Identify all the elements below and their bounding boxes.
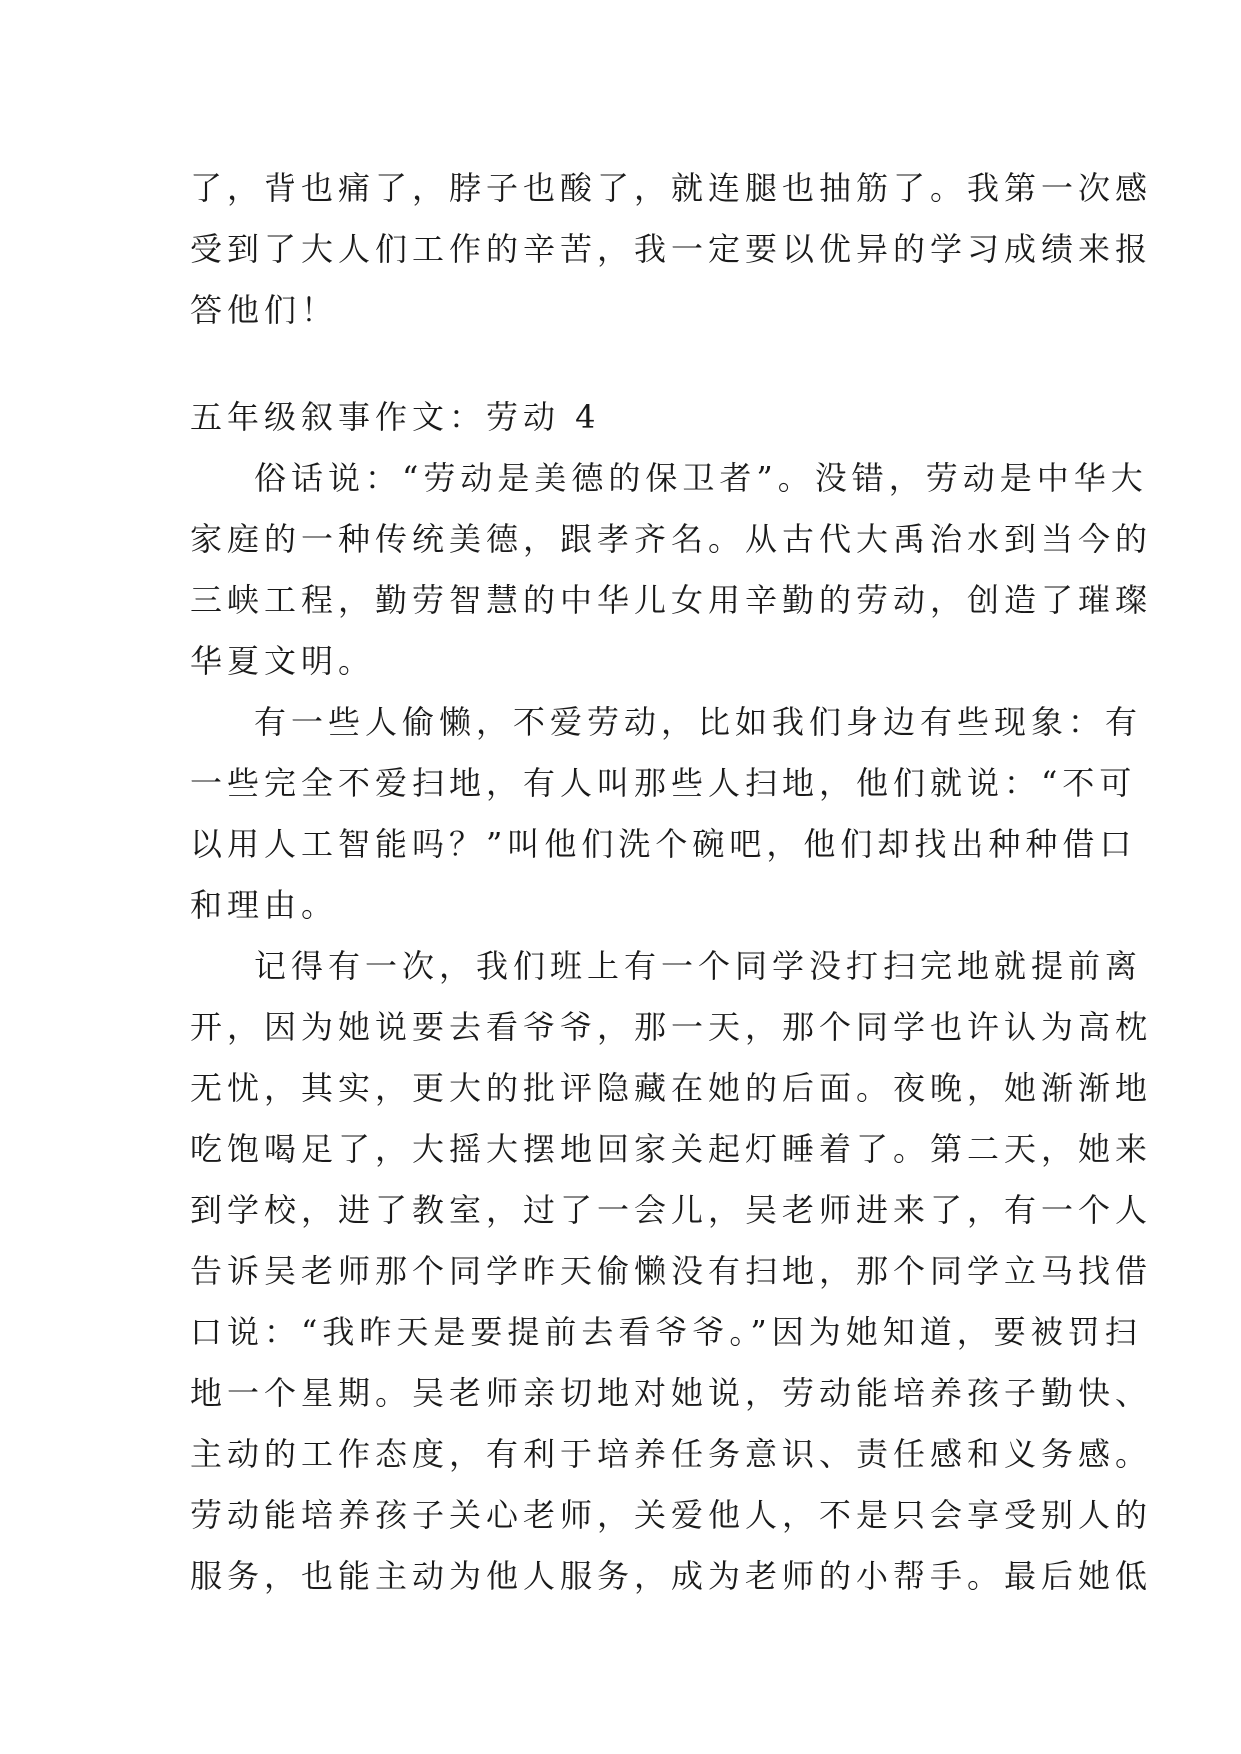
- text-line: 家庭的一种传统美德，跟孝齐名。从古代大禹治水到当今的: [190, 520, 1153, 558]
- text-line: 和理由。: [190, 886, 339, 924]
- text-line: 服务，也能主动为他人服务，成为老师的小帮手。最后她低: [190, 1557, 1153, 1595]
- text-line: 地一个星期。吴老师亲切地对她说，劳动能培养孩子勤快、: [190, 1374, 1153, 1412]
- text-line: 记得有一次，我们班上有一个同学没打扫完地就提前离: [254, 947, 1143, 985]
- section-heading: 五年级叙事作文：劳动 4: [190, 398, 601, 436]
- text-line: 劳动能培养孩子关心老师，关爱他人，不是只会享受别人的: [190, 1496, 1153, 1534]
- essay-section: [190, 387, 1153, 1607]
- text-line: 开，因为她说要去看爷爷，那一天，那个同学也许认为高枕: [190, 1008, 1153, 1046]
- text-line: 华夏文明。: [190, 642, 376, 680]
- paragraph-3: [190, 936, 1153, 1607]
- text-line: 无忧，其实，更大的批评隐藏在她的后面。夜晚，她渐渐地: [190, 1069, 1153, 1107]
- text-line: 了，背也痛了，脖子也酸了，就连腿也抽筋了。我第一次感: [190, 169, 1153, 207]
- text-line: 答他们！: [190, 291, 339, 329]
- continued-paragraph: [190, 158, 1153, 341]
- text-line: 吃饱喝足了，大摇大摆地回家关起灯睡着了。第二天，她来: [190, 1130, 1153, 1168]
- text-line: 口说：“我昨天是要提前去看爷爷。”因为她知道，要被罚扫: [190, 1313, 1142, 1351]
- text-line: 俗话说：“劳动是美德的保卫者”。没错，劳动是中华大: [254, 459, 1148, 497]
- text-line: 三峡工程，勤劳智慧的中华儿女用辛勤的劳动，创造了璀璨: [190, 581, 1153, 619]
- text-line: 有一些人偷懒，不爱劳动，比如我们身边有些现象：有: [254, 703, 1143, 741]
- text-line: 以用人工智能吗？”叫他们洗个碗吧，他们却找出种种借口: [190, 825, 1137, 863]
- text-line: 告诉吴老师那个同学昨天偷懒没有扫地，那个同学立马找借: [190, 1252, 1153, 1290]
- paragraph-1: [190, 448, 1153, 692]
- text-line: 受到了大人们工作的辛苦，我一定要以优异的学习成绩来报: [190, 230, 1153, 268]
- text-line: 一些完全不爱扫地，有人叫那些人扫地，他们就说：“不可: [190, 764, 1137, 802]
- text-line: 主动的工作态度，有利于培养任务意识、责任感和义务感。: [190, 1435, 1153, 1473]
- paragraph-2: [190, 692, 1143, 936]
- text-line: 到学校，进了教室，过了一会儿，吴老师进来了，有一个人: [190, 1191, 1153, 1229]
